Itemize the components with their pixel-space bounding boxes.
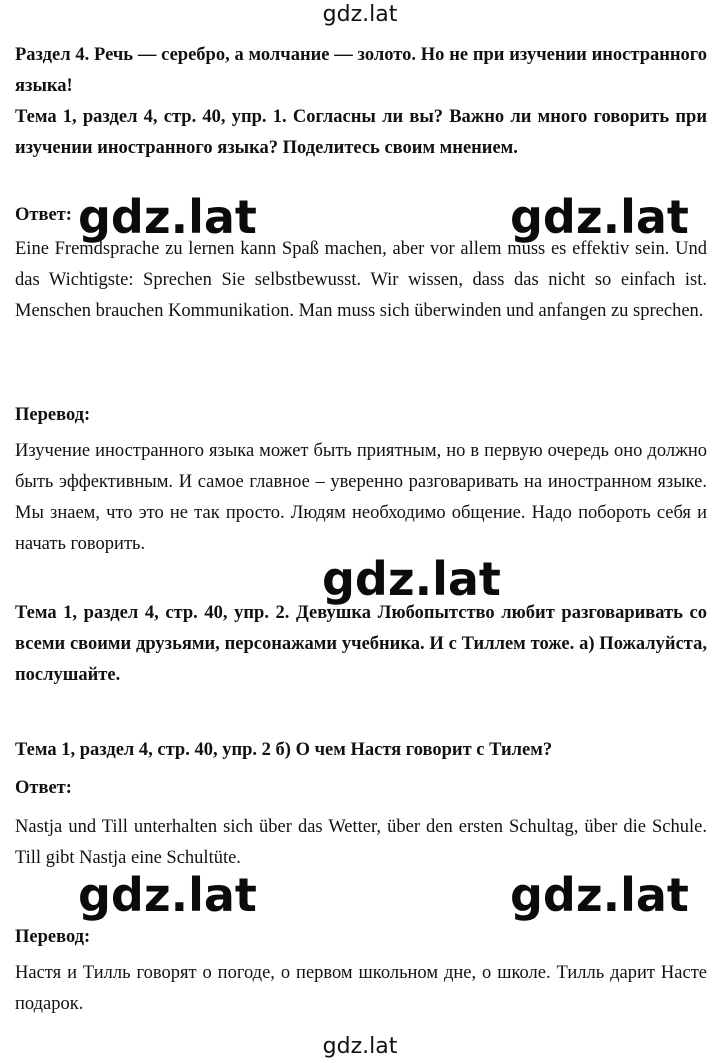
task2b-title: Тема 1, раздел 4, стр. 40, упр. 2 б) О чем Настя говорит с Тилем? xyxy=(15,740,553,760)
task2b-translation-text: Настя и Тилль говорят о погоде, о первом школьном дне, о школе. Тилль дарит Насте подарок. xyxy=(15,963,707,1014)
task1-translation-text: Изучение иностранного языка может быть приятным, но в первую очередь оно должно быть эффективным. И самое главное – уверенно разговаривать на иностранном языке. Мы знаем, что это не так просто. Людям необходимо общение. Надо побороть себя и начать говорить. xyxy=(15,441,707,554)
task1-answer-label: Ответ: xyxy=(15,205,72,225)
task2b-answer-label: Ответ: xyxy=(15,778,72,798)
task2-title: Тема 1, раздел 4, стр. 40, упр. 2. Девушка Любопытство любит разговаривать со всеми своими друзьями, персонажами учебника. И с Тиллем тоже. а) Пожалуйста, послушайте. xyxy=(15,603,707,685)
site-footer: gdz.lat xyxy=(322,1034,398,1059)
section-title: Раздел 4. Речь — серебро, а молчание — золото. Но не при изучении иностранного языка! xyxy=(15,45,707,96)
watermark: gdz.lat xyxy=(510,868,689,922)
watermark: gdz.lat xyxy=(78,868,257,922)
watermark: gdz.lat xyxy=(510,190,689,244)
task2b-answer-text: Nastja und Till unterhalten sich über das Wetter, über den ersten Schultag, über die Schule. Till gibt Nastja eine Schultüte. xyxy=(15,817,707,868)
watermark: gdz.lat xyxy=(322,552,501,606)
site-header: gdz.lat xyxy=(322,2,398,27)
watermark: gdz.lat xyxy=(78,190,257,244)
task2b-translation-label: Перевод: xyxy=(15,927,91,947)
task1-title: Тема 1, раздел 4, стр. 40, упр. 1. Согласны ли вы? Важно ли много говорить при изучении иностранного языка? Поделитесь своим мнением. xyxy=(15,107,707,158)
task1-answer-text: Eine Fremdsprache zu lernen kann Spaß machen, aber vor allem muss es effektiv sein. Und das Wichtigste: Sprechen Sie selbstbewusst. Wir wissen, dass das nicht so einfach ist. Menschen brauchen Kommunikation. Man muss sich überwinden und anfangen zu sprechen. xyxy=(15,239,707,321)
task1-translation-label: Перевод: xyxy=(15,405,91,425)
